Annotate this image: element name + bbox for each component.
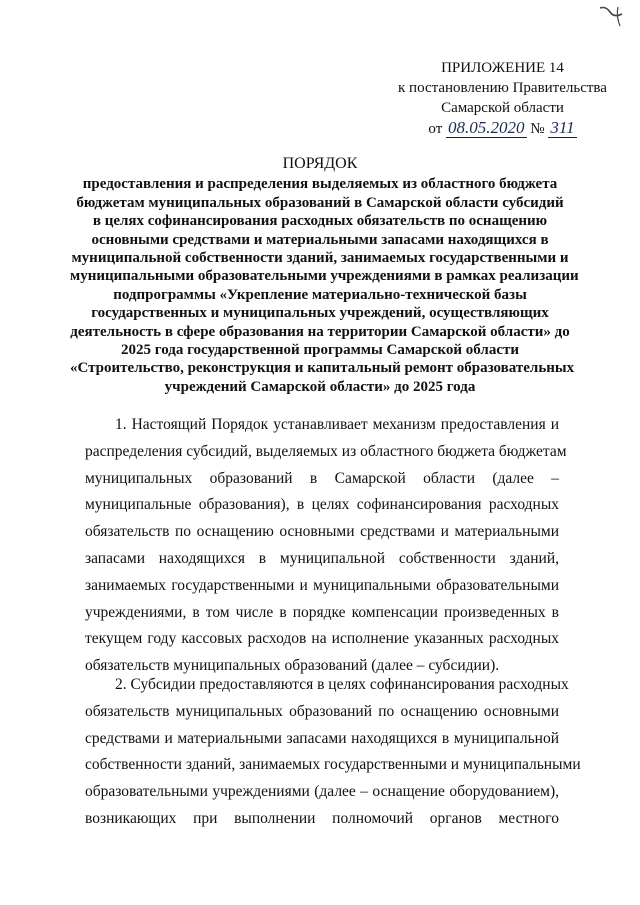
- paragraph-line: собственности зданий, занимаемых государственными и муниципальными: [85, 756, 581, 774]
- heading-line: в целях софинансирования расходных обязательств по оснащению: [92, 213, 548, 230]
- heading-line: «Строительство, реконструкция и капитальный ремонт образовательных: [70, 360, 575, 377]
- paragraph-line: текущем году кассовых расходов на исполнение указанных расходных: [85, 630, 559, 648]
- paragraph-line: муниципальных образований в Самарской области (далее –: [85, 469, 559, 487]
- paragraph-line: занимаемых государственными и муниципальными образовательными: [85, 576, 559, 594]
- appendix-line-2: Самарской области: [441, 100, 564, 116]
- heading-line: предоставления и распределения выделяемых из областного бюджета: [82, 176, 558, 193]
- paragraph-line: обязательств по оснащению основными средствами и материальными: [85, 523, 559, 541]
- handwritten-date: 08.05.2020: [448, 118, 525, 137]
- heading-line: основными средствами и материальными запасами находящихся в: [91, 231, 549, 248]
- number-prefix: №: [530, 121, 545, 137]
- paragraph-line: обязательств муниципальных образований (далее – субсидии).: [85, 657, 500, 675]
- paragraph-1: [85, 412, 567, 680]
- heading-line: муниципальными образовательными учреждениями в рамках реализации: [70, 268, 579, 285]
- heading-title: ПОРЯДОК: [282, 155, 358, 172]
- heading-line: 2025 года государственной программы Самарской области: [121, 342, 519, 359]
- appendix-date-line: [380, 118, 625, 139]
- heading-line: учреждений Самарской области» до 2025 года: [164, 378, 476, 395]
- date-prefix: от: [428, 121, 443, 137]
- paragraph-line: муниципальные образования), в целях софинансирования расходных: [85, 496, 559, 514]
- paragraph-line: возникающих при выполнении полномочий органов местного: [85, 809, 559, 827]
- heading-line: бюджетам муниципальных образований в Самарской области субсидий: [76, 194, 564, 211]
- appendix-block: [380, 58, 625, 139]
- paragraph-line: образовательными учреждениями (далее – оснащение оборудованием),: [85, 783, 559, 801]
- paragraph-line: запасами находящихся в муниципальной собственности зданий,: [85, 549, 559, 567]
- handwritten-number: 311: [550, 118, 575, 137]
- corner-mark-icon: [596, 4, 626, 34]
- document-heading: [70, 155, 579, 396]
- paragraph-line: средствами и материальными запасами находящихся в муниципальной: [85, 729, 559, 747]
- paragraph-line: обязательств муниципальных образований по оснащению основными: [85, 702, 559, 720]
- paragraph-line: 1. Настоящий Порядок устанавливает механизм предоставления и: [115, 416, 559, 433]
- appendix-title: ПРИЛОЖЕНИЕ 14: [441, 60, 564, 76]
- heading-line: муниципальной собственности зданий, занимаемых государственными и: [71, 250, 569, 267]
- paragraph-2: [85, 672, 581, 833]
- heading-line: государственных и муниципальных учреждений, осуществляющих: [91, 305, 549, 322]
- paragraph-line: распределения субсидий, выделяемых из областного бюджета бюджетам: [85, 442, 567, 460]
- heading-line: деятельность в сфере образования на территории Самарской области» до: [70, 323, 570, 340]
- appendix-line-1: к постановлению Правительства: [398, 80, 607, 96]
- paragraph-line: 2. Субсидии предоставляются в целях софинансирования расходных: [115, 676, 569, 693]
- paragraph-line: учреждениями, в том числе в порядке компенсации произведенных в: [85, 603, 559, 621]
- heading-line: подпрограммы «Укрепление материально-технической базы: [113, 286, 527, 303]
